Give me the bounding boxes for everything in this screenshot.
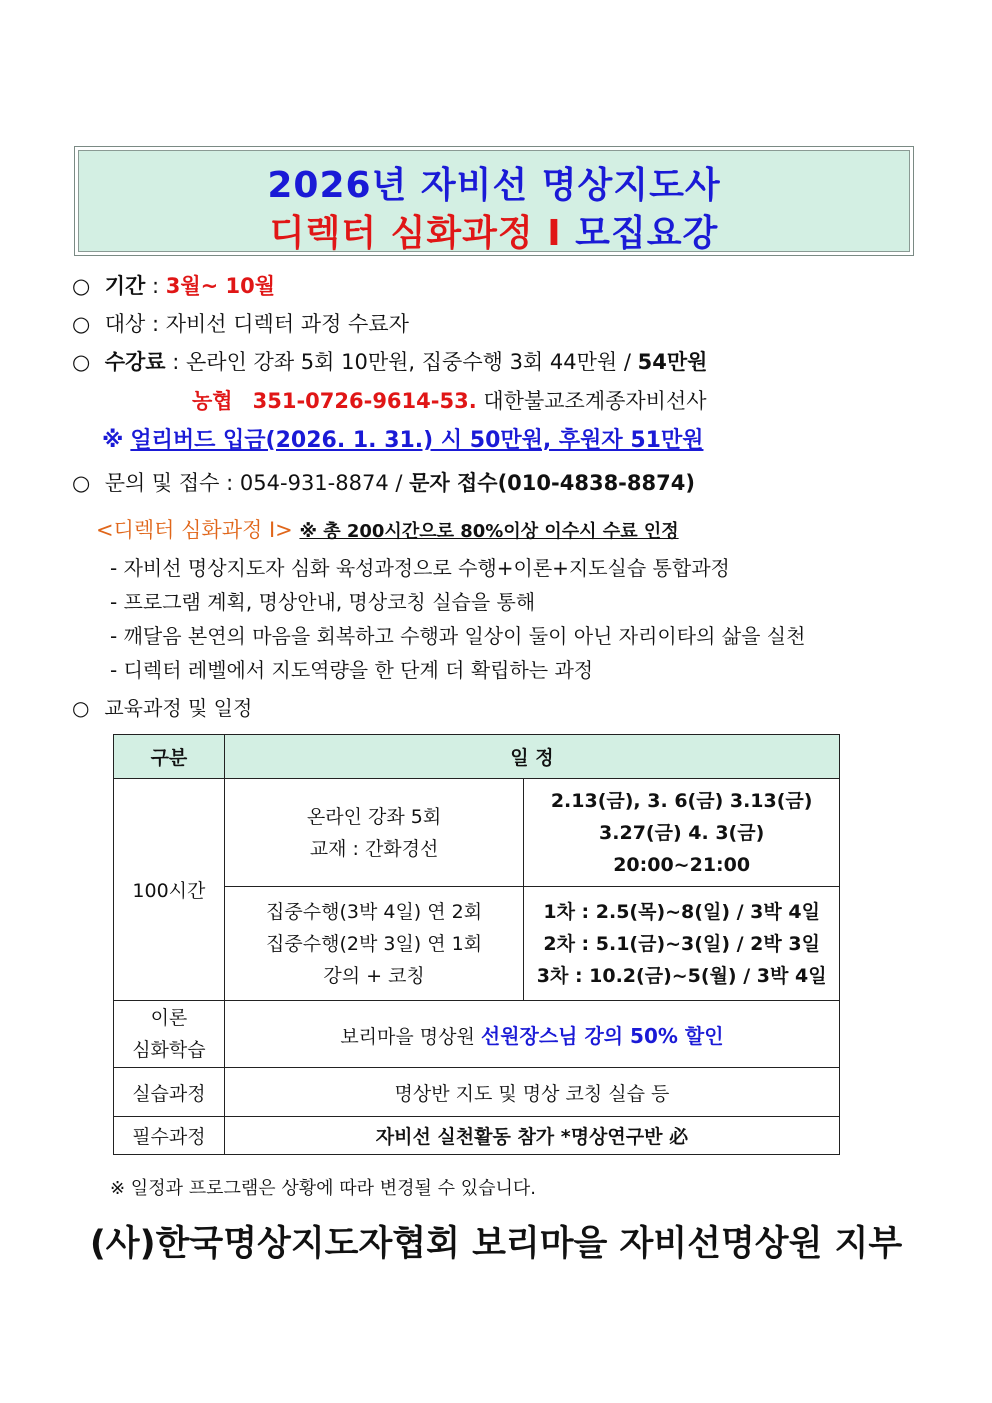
- contact-sms: 문자 접수(010-4838-8874): [409, 471, 695, 495]
- online-date: 3.27(금) 4. 3(금): [599, 821, 765, 844]
- online-line: 교재 : 간화경선: [309, 837, 439, 860]
- course-item: - 프로그램 계획, 명상안내, 명상코칭 실습을 통해: [110, 590, 536, 614]
- target-label: 대상: [104, 312, 146, 336]
- target-value: 자비선 디렉터 과정 수료자: [165, 312, 409, 336]
- retreat-cell: [224, 887, 523, 1001]
- theory-label-cell: [114, 1001, 225, 1068]
- course-heading: <디렉터 심화과정 Ⅰ>: [96, 518, 293, 542]
- retreat-line: 집중수행(3박 4일) 연 2회: [266, 900, 483, 923]
- retreat-date: 2차 : 5.1(금)~3(일) / 2박 3일: [543, 932, 820, 955]
- theory-value-cell: [224, 1001, 839, 1068]
- course-item: - 깨달음 본연의 마음을 회복하고 수행과 일상이 둘이 아닌 자리이타의 삶을 실천: [110, 624, 806, 648]
- bank-row: [192, 385, 707, 415]
- retreat-date: 1차 : 2.5(목)~8(일) / 3박 4일: [543, 900, 820, 923]
- retreat-line: 강의 + 코칭: [323, 964, 425, 987]
- period-value: 3월~ 10월: [165, 274, 276, 298]
- title-line-1: 2026년 자비선 명상지도사: [267, 165, 721, 206]
- course-item: - 디렉터 레벨에서 지도역량을 한 단계 더 확립하는 과정: [110, 658, 594, 682]
- table-row: [114, 1001, 840, 1068]
- colon: :: [151, 274, 160, 298]
- title-course-name: 디렉터 심화과정 Ⅰ: [269, 213, 562, 254]
- early-bird-row: [102, 423, 703, 454]
- retreat-dates-cell: [524, 887, 840, 1001]
- title-recruit: 모집요강: [575, 213, 719, 254]
- contact-row: [72, 467, 695, 497]
- colon: :: [226, 471, 234, 495]
- fee-value: 온라인 강좌 5회 10만원, 집중수행 3회 44만원 /: [186, 350, 631, 374]
- retreat-date: 3차 : 10.2(금)~5(월) / 3박 4일: [536, 964, 827, 987]
- table-header-category: 구분: [114, 735, 225, 779]
- theory-label-line: 이론: [150, 1007, 188, 1029]
- contact-label: 문의 및 접수: [104, 471, 220, 495]
- schedule-label: 교육과정 및 일정: [104, 696, 253, 720]
- hours-cell: 100시간: [114, 779, 225, 1001]
- online-date: 20:00~21:00: [613, 853, 751, 876]
- theory-label-line: 심화학습: [132, 1039, 206, 1061]
- course-item: - 자비선 명상지도자 심화 육성과정으로 수행+이론+지도실습 통합과정: [110, 556, 730, 580]
- table-header-schedule: 일 정: [224, 735, 839, 779]
- bullet-circle: ○: [72, 696, 90, 720]
- title-line-2: [75, 205, 913, 256]
- online-dates-cell: [524, 779, 840, 887]
- target-row: [72, 308, 409, 338]
- fee-row: [72, 346, 707, 376]
- bank-account: 351-0726-9614-53.: [252, 389, 477, 413]
- colon: :: [172, 350, 180, 374]
- practice-label-cell: 실습과정: [114, 1068, 225, 1117]
- bullet-circle: ○: [72, 274, 91, 298]
- schedule-table: [113, 734, 840, 1155]
- bullet-circle: ○: [72, 471, 91, 495]
- schedule-label-row: [72, 692, 252, 721]
- table-row: [114, 1068, 840, 1117]
- bank-holder: 대한불교조계종자비선사: [483, 389, 707, 413]
- table-row: [114, 779, 840, 887]
- retreat-line: 집중수행(2박 3일) 연 1회: [266, 932, 483, 955]
- online-date: 2.13(금), 3. 6(금) 3.13(금): [550, 789, 813, 812]
- practice-value-cell: 명상반 지도 및 명상 코칭 실습 등: [224, 1068, 839, 1117]
- bullet-circle: ○: [72, 312, 91, 336]
- contact-phone: 054-931-8874 /: [239, 471, 403, 495]
- required-label-cell: 필수과정: [114, 1117, 225, 1155]
- early-bird-text: 얼리버드 입금(2026. 1. 31.) 시 50만원, 후원자 51만원: [130, 428, 704, 453]
- theory-highlight: 선원장스님 강의 50% 할인: [480, 1023, 724, 1048]
- fee-label: 수강료: [104, 350, 166, 374]
- course-heading-row: [96, 514, 679, 544]
- table-header-row: [114, 735, 840, 779]
- colon: :: [151, 312, 160, 336]
- table-row: [114, 1117, 840, 1155]
- period-label: 기간: [104, 274, 146, 298]
- online-course-cell: [224, 779, 523, 887]
- fee-total: 54만원: [637, 350, 708, 374]
- title-box: [74, 146, 914, 256]
- online-line: 온라인 강좌 5회: [306, 805, 442, 828]
- theory-prefix: 보리마을 명상원: [340, 1025, 475, 1048]
- bullet-circle: ○: [72, 350, 91, 374]
- schedule-change-note: ※ 일정과 프로그램은 상황에 따라 변경될 수 있습니다.: [110, 1178, 537, 1199]
- organization-footer: (사)한국명상지도자협회 보리마을 자비선명상원 지부: [89, 1224, 903, 1264]
- period-row: [72, 270, 275, 300]
- bank-name: 농협: [192, 389, 233, 413]
- course-condition: ※ 총 200시간으로 80%이상 이수시 수료 인정: [299, 521, 679, 542]
- required-value-cell: 자비선 실천활동 참가 *명상연구반 必: [224, 1117, 839, 1155]
- reference-mark: ※: [102, 428, 124, 453]
